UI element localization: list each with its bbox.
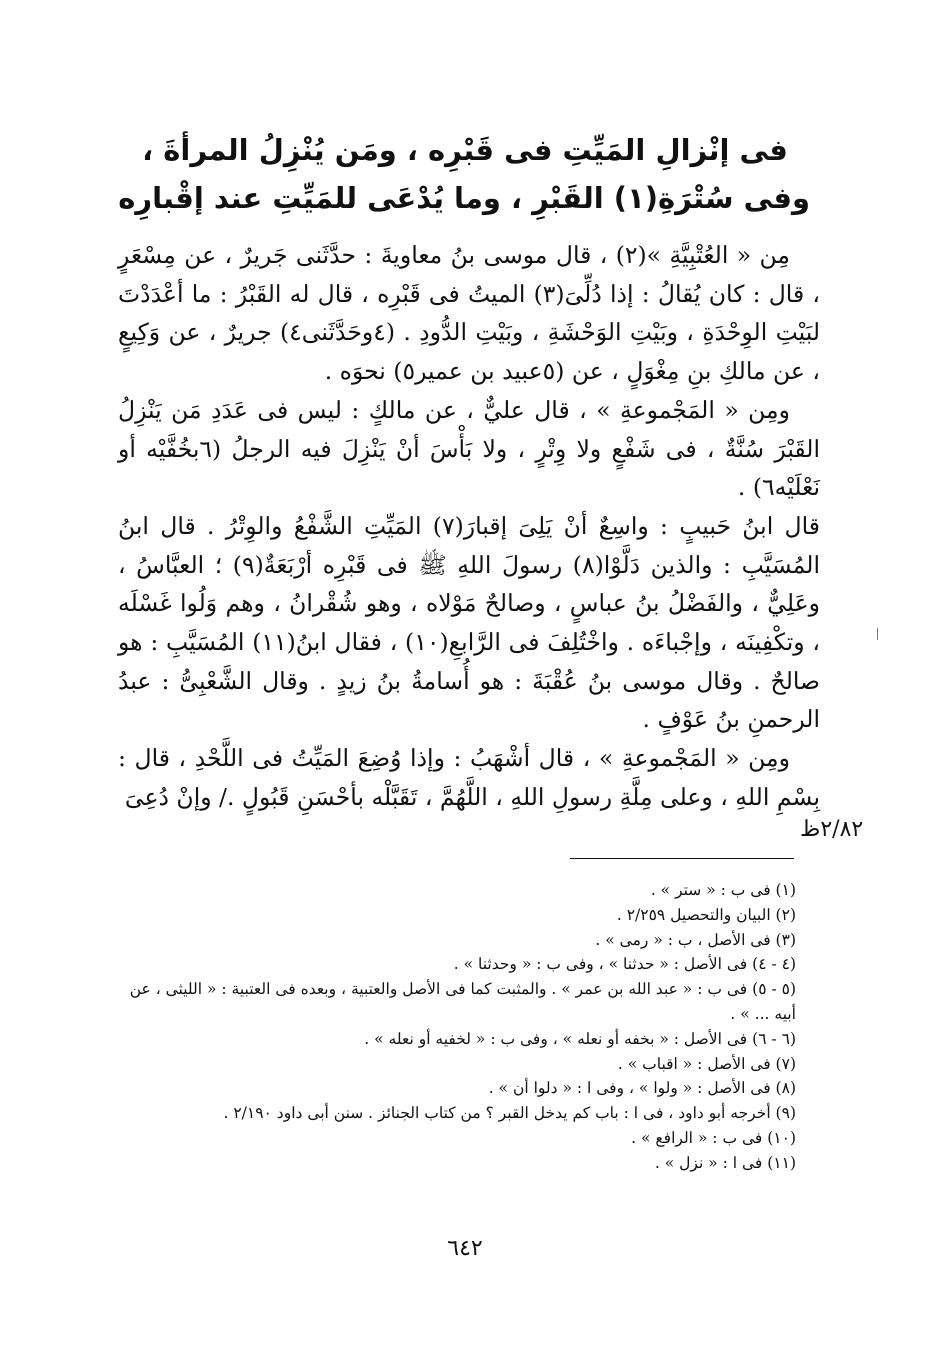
- gutter-mark: [877, 628, 878, 640]
- footnote: (١) فى ب : « ستر » .: [650, 881, 796, 899]
- heading-line-2: وفى سُتْرَةِ(١) القَبْرِ ، وما يُدْعَى للمَيِّتِ عند إقْبارِه: [118, 181, 810, 215]
- footnote: (١١) فى ا : « نزل » .: [654, 1153, 796, 1172]
- footnote: (٥ - ٥) فى ب : « عبد الله بن عمر » . والمثبت كما فى الأصل والعتبية ، وبعده فى العتبية : « الليثى ، عن أبيه ... » .: [129, 980, 796, 1023]
- paragraph-utbiyya: مِن « العُتْبِيَّةِ »(٢) ، قال موسى بنُ معاويةَ : حدَّثَنى جَريرٌ ، عن مِسْعَرٍ ، قال : كان يُقالُ : إذا دُلِّىَ(٣) الميتُ فى قَبْرِه ، قال له القَبْرُ : ما أعْدَدْتَ لبَيْتِ الوِحْدَةِ ، وبَيْتِ الوَحْشَةِ ، وبَيْتِ الدُّودِ . (٤وحَدَّثَنى٤) جريرٌ ، عن وَكِيعٍ ، عن مالكِ بنِ مِغْوَلٍ ، عن (٥عبيد بن عمير٥) نحوَه .: [118, 241, 820, 386]
- footnotes: [118, 878, 796, 1176]
- page-number: ٦٤٢: [447, 1236, 483, 1261]
- footnote: (٦ - ٦) فى الأصل : « بخفه أو نعله » ، وفى ب : « لخفيه أو نعله » .: [364, 1029, 796, 1048]
- body-text: [118, 236, 820, 817]
- footnote: (٤ - ٤) فى الأصل : « حدثنا » ، وفى ب : « وحدثنا » .: [453, 955, 796, 974]
- footnote: (٨) فى الأصل : « ولوا » ، وفى ا : « دلوا أن » .: [488, 1079, 796, 1098]
- paragraph-majmua-2: ومِن « المَجْموعةِ » ، قال أشْهَبُ : وإذا وُضِعَ المَيِّتُ فى اللَّحْدِ ، قال : بِسْمِ اللهِ ، وعلى مِلَّةِ رسولِ اللهِ ، اللَّهُمَّ ، تَقَبَّلْه بأحْسَنِ قَبُولٍ ./ وإنْ دُعِىَ: [118, 744, 820, 811]
- footnote: (٧) فى الأصل : « اقباب » .: [617, 1054, 796, 1073]
- footnote-separator: [570, 858, 794, 859]
- paragraph-majmua-1: ومِن « المَجْموعةِ » ، قال عليٌّ ، عن مالكٍ : ليس فى عَدَدِ مَن يَنْزِلُ القَبْرَ سُنَّةٌ ، فى شَفْعٍ ولا وِتْرٍ ، ولا بَأْسَ أنْ يَنْزِلَ فيه الرجلُ (٦بخُفَّيْه أو نَعْلَيْه٦) .: [118, 395, 820, 502]
- manuscript-folio-reference: ٢/٨٢ظ: [800, 817, 864, 842]
- chapter-heading: [120, 126, 810, 222]
- footnote: (٢) البيان والتحصيل ٢/٢٥٩ .: [616, 905, 796, 924]
- footnote: (٩) أخرجه أبو داود ، فى ا : باب كم يدخل القبر ؟ من كتاب الجنائز . سنن أبى داود ٢/١٩٠ .: [223, 1104, 796, 1123]
- heading-line-1: فى إنْزالِ المَيِّتِ فى قَبْرِه ، ومَن يُنْزِلُ المرأةَ ،: [142, 133, 788, 167]
- footnote: (٣) فى الأصل ، ب : « رمى » .: [595, 930, 796, 949]
- footnote: (١٠) فى ب : « الرافع » .: [631, 1128, 796, 1147]
- paragraph-ibn-habib: قال ابنُ حَبيبٍ : واسِعٌ أنْ يَلِىَ إقبارَ(٧) المَيِّتِ الشَّفْعُ والوِتْرُ . قال ابنُ المُسَيَّبِ : والذين دَلَّوْا(٨) رسولَ اللهِ ﷺ فى قَبْرِه أرْبَعَةٌ(٩) ؛ العبَّاسُ ، وعَلِيٌّ ، والفَضْلُ بنُ عباسٍ ، وصالحٌ مَوْلاه ، وهو شُقْرانُ ، وهم وَلُوا غَسْلَه ، وتكْفِينَه ، وإجْباءَه . واخْتُلِفَ فى الرَّابعِ(١٠) ، فقال ابنُ(١١) المُسَيَّبِ : هو صالحٌ . وقال موسى بنُ عُقْبَةَ : هو أُسامةُ بنُ زيدٍ . وقال الشَّعْبِىُّ : عبدُ الرحمنِ بنُ عَوْفٍ .: [118, 511, 820, 734]
